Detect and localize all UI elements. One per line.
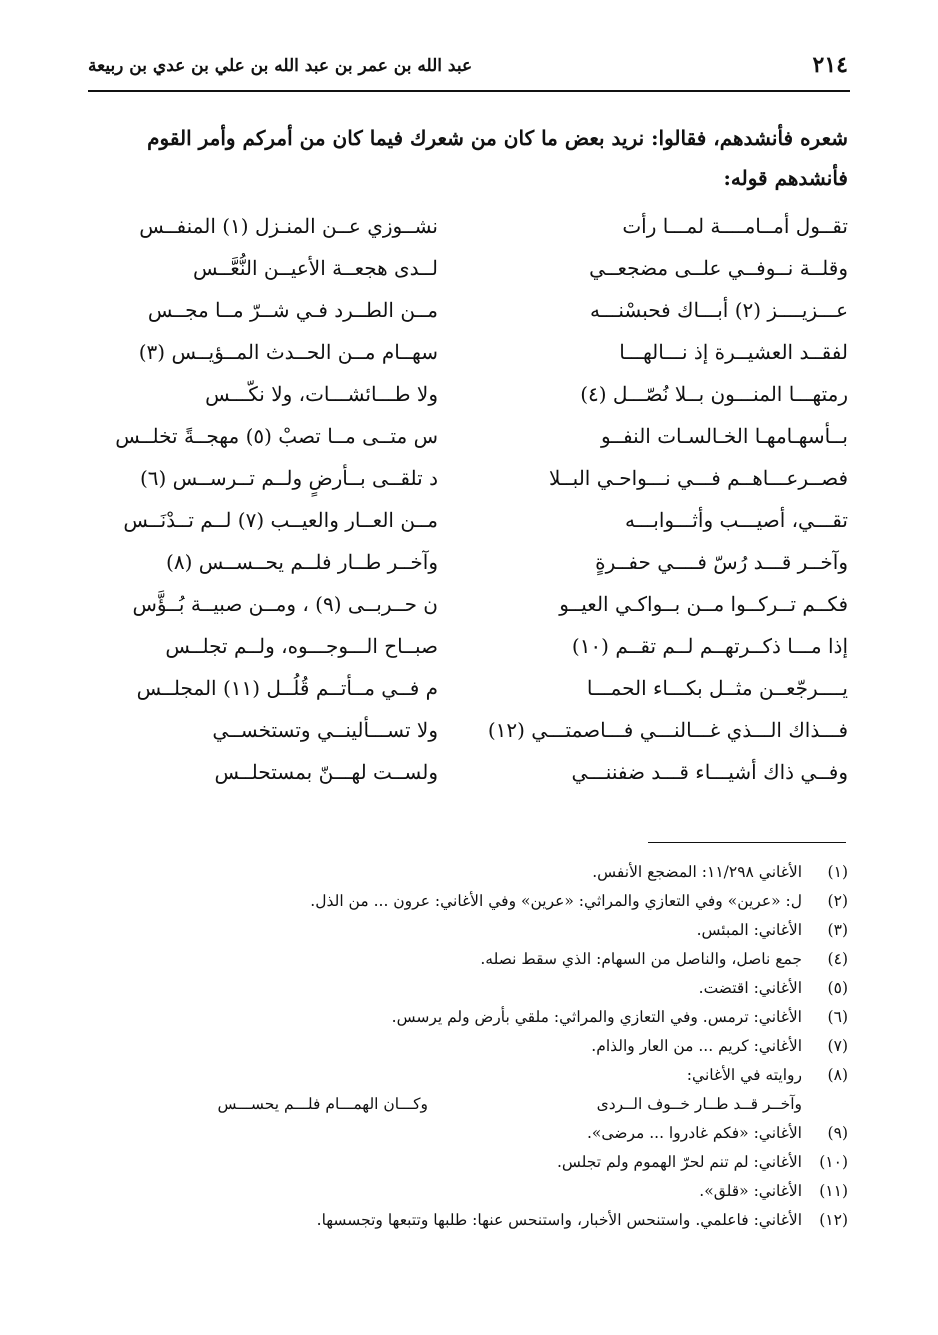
footnote-number: (١٢)	[819, 1211, 848, 1229]
footnote-text: الأغاني: «فكم غادروا ... مرضى».	[586, 1124, 802, 1142]
footnote	[88, 1177, 848, 1206]
intro-paragraph	[88, 118, 848, 198]
verse-second-hemistich: وآخــر طــار فلــم يحــســس (٨)	[166, 550, 438, 574]
page-header	[88, 52, 848, 86]
poem-verse	[88, 667, 848, 709]
poem-verse	[88, 583, 848, 625]
footnote-verse-second-hemistich: وكـــان الهمـــام فلـــم يحســـس	[217, 1095, 428, 1113]
poem-verse	[88, 751, 848, 793]
poem-verse	[88, 331, 848, 373]
footnote-text: الأغاني ١١/٢٩٨: المضجع الأنفس.	[592, 863, 802, 881]
poem-verse	[88, 373, 848, 415]
footnote	[88, 1032, 848, 1061]
verse-first-hemistich: عـــزيــــز (٢) أبـــاك فحبسْنـــه	[590, 298, 848, 322]
verse-second-hemistich: سهــام مــن الحــدث المــؤيــس (٣)	[138, 340, 438, 364]
poem-verse	[88, 415, 848, 457]
footnote-text: جمع ناصل، والناصل من السهام: الذي سقط نصله.	[480, 950, 802, 968]
footnote-number: (١١)	[819, 1182, 848, 1200]
verse-first-hemistich: فصــرعـــاهــم فـــي نـــواحـي البــلا	[549, 466, 848, 490]
header-rule	[88, 90, 850, 92]
footnote-separator	[648, 842, 846, 843]
footnote	[88, 858, 848, 887]
verse-second-hemistich: د تلقــى بــأرضٍ ولــم تــرســس (٦)	[139, 466, 438, 490]
footnote-number: (٨)	[827, 1066, 848, 1084]
intro-line: فأنشدهم قوله:	[723, 166, 848, 190]
footnote-number: (٦)	[827, 1008, 848, 1026]
footnote-text: الأغاني: فاعلمي. واستنحس الأخبار، واستنحس عنها: طلبها وتتبعها وتجسسها.	[316, 1211, 802, 1229]
footnote	[88, 1206, 848, 1235]
verse-first-hemistich: وآخــر قـــد رُسّ فــــي حفــرةٍ	[595, 550, 848, 574]
verse-first-hemistich: فكــم تــركــوا مــن بــواكـي العيــو	[559, 592, 848, 616]
footnote-text: الأغاني: «قلق».	[699, 1182, 802, 1200]
verse-second-hemistich: مــن الطــرد فـي شــرّ مــا مجــس	[147, 298, 438, 322]
verse-second-hemistich: س متــى مــا تصبْ (٥) مهجــةً تخلــس	[115, 424, 438, 448]
footnote	[88, 1148, 848, 1177]
footnote-number: (١٠)	[819, 1153, 848, 1171]
poem-verse	[88, 247, 848, 289]
footnote-text: ل: «عرين» وفي التعازي والمراثي: «عرين» وفي الأغاني: عرون ... من الذل.	[310, 892, 802, 910]
footnote-text: روايته في الأغاني:	[686, 1066, 802, 1084]
footnote-text: الأغاني: كريم ... من العار والذام.	[591, 1037, 802, 1055]
poem-verse	[88, 709, 848, 751]
intro-line: شعره فأنشدهم، فقالوا: نريد بعض ما كان من شعرك فيما كان من أمركم وأمر القوم	[147, 126, 848, 150]
verse-second-hemistich: ولا طـــائشـــات، ولا نكّـــس	[205, 382, 438, 406]
footnote-number: (٥)	[827, 979, 848, 997]
page-number: ٢١٤	[812, 52, 848, 78]
verse-first-hemistich: إذا مـــا ذكــرتهــم لــم تقــم (١٠)	[571, 634, 848, 658]
footnote-text: الأغاني: لم تنم لحرّ الهموم ولم تجلس.	[556, 1153, 802, 1171]
footnote	[88, 1003, 848, 1032]
footnote-number: (٩)	[827, 1124, 848, 1142]
verse-first-hemistich: تقــول أمــامــــة لمـــا رأت	[622, 214, 848, 238]
verse-first-hemistich: يــــرجّعــن مثــل بكـــاء الحمـــا	[586, 676, 848, 700]
footnote-number: (٢)	[827, 892, 848, 910]
verse-first-hemistich: رمتهـــا المنـــون بــلا نُصّـــل (٤)	[580, 382, 848, 406]
verse-second-hemistich: ولا تســـألينــي وتستخســي	[212, 718, 438, 742]
footnote-text: الأغاني: المبئس.	[696, 921, 802, 939]
poem-verse	[88, 625, 848, 667]
verse-second-hemistich: صبــاح الـــوجـــوه، ولــم تجلــس	[165, 634, 438, 658]
footnote-text: الأغاني: ترمس. وفي التعازي والمراثي: ملقي بأرض ولم يرسس.	[391, 1008, 802, 1026]
verse-first-hemistich: بــأسهـامهـا الخـالسـات النفــو	[601, 424, 848, 448]
footnote-number: (٣)	[827, 921, 848, 939]
verse-first-hemistich: وفــي ذاك أشيـــاء قـــد ضفننـــي	[571, 760, 848, 784]
verse-second-hemistich: م فــي مــأتــم قُلُــل (١١) المجلــس	[136, 676, 438, 700]
footnote-number: (١)	[827, 863, 848, 881]
footnote	[88, 1119, 848, 1148]
poem-verse	[88, 499, 848, 541]
footnote	[88, 974, 848, 1003]
verse-second-hemistich: ولســت لهـــنّ بمستحلــس	[214, 760, 438, 784]
footnote-number: (٧)	[827, 1037, 848, 1055]
footnote	[88, 887, 848, 916]
verse-second-hemistich: لــدى هجعــة الأعيــن النُّعَّــس	[192, 256, 438, 280]
verse-first-hemistich: وقلــة نــوفــي علــى مضجعــي	[589, 256, 848, 280]
footnote-number: (٤)	[827, 950, 848, 968]
footnote-verse-first-hemistich: وآخــر قــد طــار خــوف الــردى	[596, 1095, 802, 1113]
poem-verse	[88, 205, 848, 247]
footnote	[88, 945, 848, 974]
poem-verse	[88, 541, 848, 583]
verse-second-hemistich: ن حــربــى (٩) ، ومــن صبيــة بُــؤَّس	[132, 592, 438, 616]
poem-verse	[88, 289, 848, 331]
footnote-text: الأغاني: اقتضت.	[698, 979, 802, 997]
verse-first-hemistich: تقـــي، أصيـــب وأثـــوابـــه	[624, 508, 848, 532]
footnote-verse	[88, 1090, 848, 1119]
footnote	[88, 916, 848, 945]
verse-second-hemistich: مــن العــار والعيــب (٧) لــم تــدْنَــس	[123, 508, 438, 532]
footnotes	[88, 858, 848, 1235]
poem-verse	[88, 457, 848, 499]
verse-first-hemistich: لفقــد العشيــرة إذ نـــالهـــا	[619, 340, 848, 364]
verse-first-hemistich: فـــذاك الـــذي غـــالنـــي فـــاصمتـــي (١٢)	[487, 718, 848, 742]
footnote	[88, 1061, 848, 1090]
running-title: عبد الله بن عمر بن عبد الله بن علي بن عدي بن ربيعة	[88, 56, 473, 76]
verse-second-hemistich: نشــوزي عــن المنـزل (١) المنفــس	[139, 214, 438, 238]
